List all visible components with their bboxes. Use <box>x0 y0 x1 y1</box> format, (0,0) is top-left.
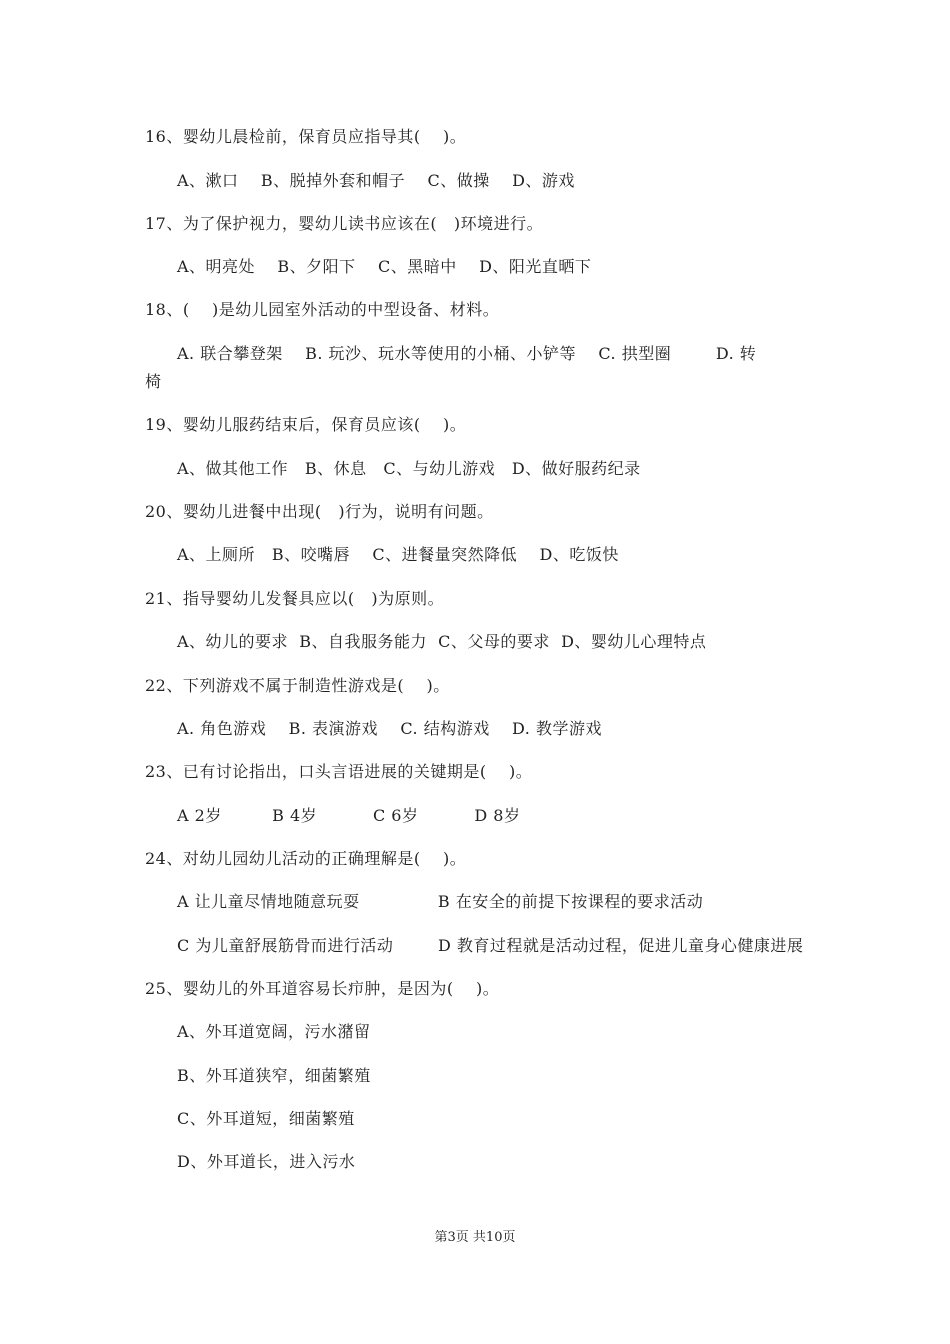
question-18-stem: 18、( )是幼儿园室外活动的中型设备、材料。 <box>145 300 500 319</box>
question-21-options: A、幼儿的要求 B、自我服务能力 C、父母的要求 D、婴幼儿心理特点 <box>177 632 707 651</box>
question-18-options: A. 联合攀登架 B. 玩沙、玩水等使用的小桶、小铲等 C. 拱型圈 D. 转 <box>177 344 757 363</box>
question-24-options-ab: A 让儿童尽情地随意玩耍 B 在安全的前提下按课程的要求活动 <box>177 892 704 911</box>
question-19-options: A、做其他工作 B、休息 C、与幼儿游戏 D、做好服药纪录 <box>177 459 641 478</box>
question-22-options: A. 角色游戏 B. 表演游戏 C. 结构游戏 D. 教学游戏 <box>177 719 602 738</box>
question-18-continuation: 椅 <box>145 372 162 391</box>
question-25-option-d: D、外耳道长，进入污水 <box>177 1152 356 1171</box>
question-17-stem: 17、为了保护视力，婴幼儿读书应该在( )环境进行。 <box>145 214 544 233</box>
page-number-footer: 第3页 共10页 <box>434 1230 516 1245</box>
question-19-stem: 19、婴幼儿服药结束后，保育员应该( )。 <box>145 415 467 434</box>
question-24-options-cd: C 为儿童舒展筋骨而进行活动 D 教育过程就是活动过程，促进儿童身心健康进展 <box>177 936 804 955</box>
question-16-stem: 16、婴幼儿晨检前，保育员应指导其( )。 <box>145 127 467 146</box>
question-25-option-c: C、外耳道短，细菌繁殖 <box>177 1109 355 1128</box>
question-17-options: A、明亮处 B、夕阳下 C、黑暗中 D、阳光直晒下 <box>177 257 592 276</box>
question-16-options: A、漱口 B、脱掉外套和帽子 C、做操 D、游戏 <box>177 171 575 190</box>
question-21-stem: 21、指导婴幼儿发餐具应以( )为原则。 <box>145 589 445 608</box>
question-23-stem: 23、已有讨论指出，口头言语进展的关键期是( )。 <box>145 762 533 781</box>
question-24-stem: 24、对幼儿园幼儿活动的正确理解是( )。 <box>145 849 467 868</box>
question-20-options: A、上厕所 B、咬嘴唇 C、进餐量突然降低 D、吃饭快 <box>177 545 619 564</box>
question-25-stem: 25、婴幼儿的外耳道容易长疖肿，是因为( )。 <box>145 979 500 998</box>
question-20-stem: 20、婴幼儿进餐中出现( )行为，说明有问题。 <box>145 502 494 521</box>
question-22-stem: 22、下列游戏不属于制造性游戏是( )。 <box>145 676 450 695</box>
question-25-option-b: B、外耳道狭窄，细菌繁殖 <box>177 1066 371 1085</box>
question-23-options: A 2岁 B 4岁 C 6岁 D 8岁 <box>177 806 521 825</box>
question-25-option-a: A、外耳道宽阔，污水潴留 <box>177 1022 371 1041</box>
